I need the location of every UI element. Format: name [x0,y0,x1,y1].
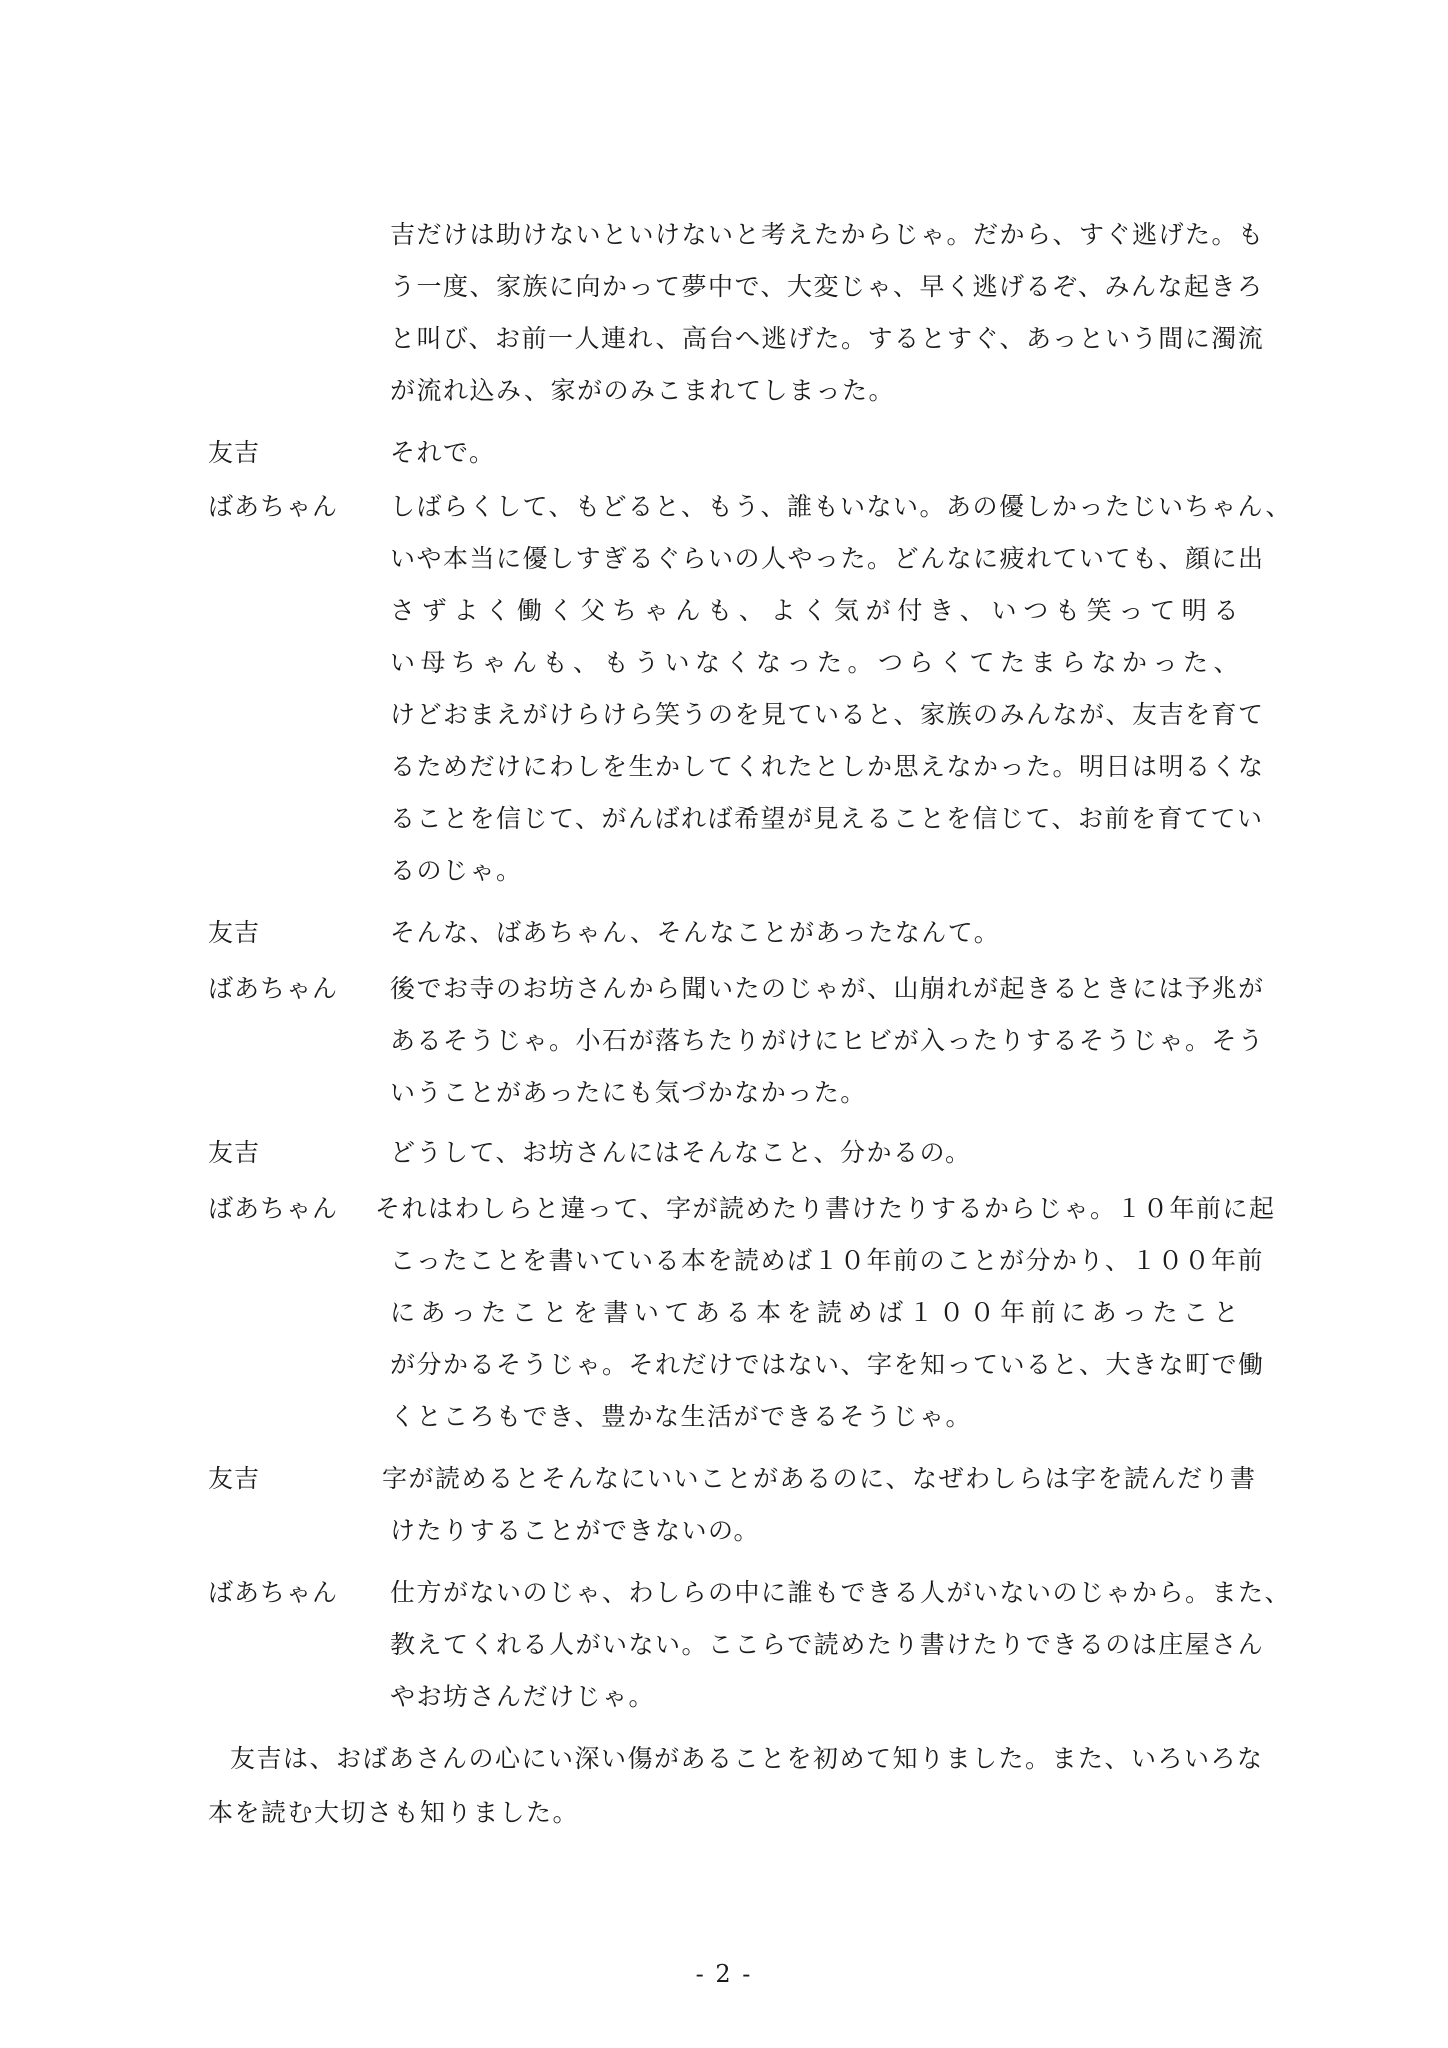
dialogue-line: いや本当に優しすぎるぐらいの人やった。どんなに疲れていても、顔に出 [390,544,1265,573]
dialogue-line: が分かるそうじゃ。それだけではない、字を知っていると、大きな町で働 [390,1350,1265,1379]
text-line: 吉だけは助けないといけないと考えたからじゃ。だから、すぐ逃げた。も [390,220,1265,249]
dialogue-line: さずよく働く父ちゃんも、よく気が付き、いつも笑って明る [390,596,1240,625]
text-line: う一度、家族に向かって夢中で、大変じゃ、早く逃げるぞ、みんな起きろ [390,272,1264,301]
speaker-label: 友吉 [208,918,261,947]
dialogue-line: くところもでき、豊かな生活ができるそうじゃ。 [390,1402,973,1431]
dialogue-line: にあったことを書いてある本を読めば１００年前にあったこと [390,1298,1240,1327]
speaker-label: ばあちゃん [208,1194,339,1223]
dialogue-line: ることを信じて、がんばれば希望が見えることを信じて、お前を育ててい [390,804,1264,833]
dialogue-line: やお坊さんだけじゃ。 [390,1682,656,1711]
dialogue-line: るのじゃ。 [390,856,523,885]
dialogue-line: 後でお寺のお坊さんから聞いたのじゃが、山崩れが起きるときには予兆が [390,974,1265,1003]
dialogue-line: それはわしらと違って、字が読めたり書けたりするからじゃ。１０年前に起 [375,1194,1276,1223]
narration-line: 友吉は、おばあさんの心にい深い傷があることを初めて知りました。また、いろいろな [230,1744,1264,1773]
speaker-label: ばあちゃん [208,974,339,1003]
dialogue-line: けどおまえがけらけら笑うのを見ていると、家族のみんなが、友吉を育て [390,700,1265,729]
dialogue-line: いうことがあったにも気づかなかった。 [390,1078,867,1107]
text-line: と叫び、お前一人連れ、高台へ逃げた。するとすぐ、あっという間に濁流 [390,324,1265,353]
narration-line: 本を読む大切さも知りました。 [208,1798,580,1827]
speaker-label: 友吉 [208,438,261,467]
dialogue-line: けたりすることができないの。 [390,1516,761,1545]
speaker-label: 友吉 [208,1138,261,1167]
page-number: - 2 - [695,1960,753,1988]
dialogue-line: そんな、ばあちゃん、そんなことがあったなんて。 [390,918,1001,947]
dialogue-line: るためだけにわしを生かしてくれたとしか思えなかった。明日は明るくな [390,752,1265,781]
dialogue-line: それで。 [390,438,496,467]
speaker-label: 友吉 [208,1464,261,1493]
dialogue-line: こったことを書いている本を読めば１０年前のことが分かり、１００年前 [390,1246,1265,1275]
dialogue-line: どうして、お坊さんにはそんなこと、分かるの。 [390,1138,972,1167]
dialogue-line: あるそうじゃ。小石が落ちたりがけにヒビが入ったりするそうじゃ。そう [390,1026,1265,1055]
dialogue-line: い母ちゃんも、もういなくなった。つらくてたまらなかった、 [390,648,1240,677]
dialogue-line: 教えてくれる人がいない。ここらで読めたり書けたりできるのは庄屋さん [390,1630,1265,1659]
speaker-label: ばあちゃん [208,492,339,521]
dialogue-line: 字が読めるとそんなにいいことがあるのに、なぜわしらは字を読んだり書 [382,1464,1257,1493]
text-line: が流れ込み、家がのみこまれてしまった。 [390,376,896,405]
dialogue-line: しばらくして、もどると、もう、誰もいない。あの優しかったじいちゃん、 [390,492,1293,521]
speaker-label: ばあちゃん [208,1578,339,1607]
dialogue-line: 仕方がないのじゃ、わしらの中に誰もできる人がいないのじゃから。また、 [390,1578,1292,1607]
